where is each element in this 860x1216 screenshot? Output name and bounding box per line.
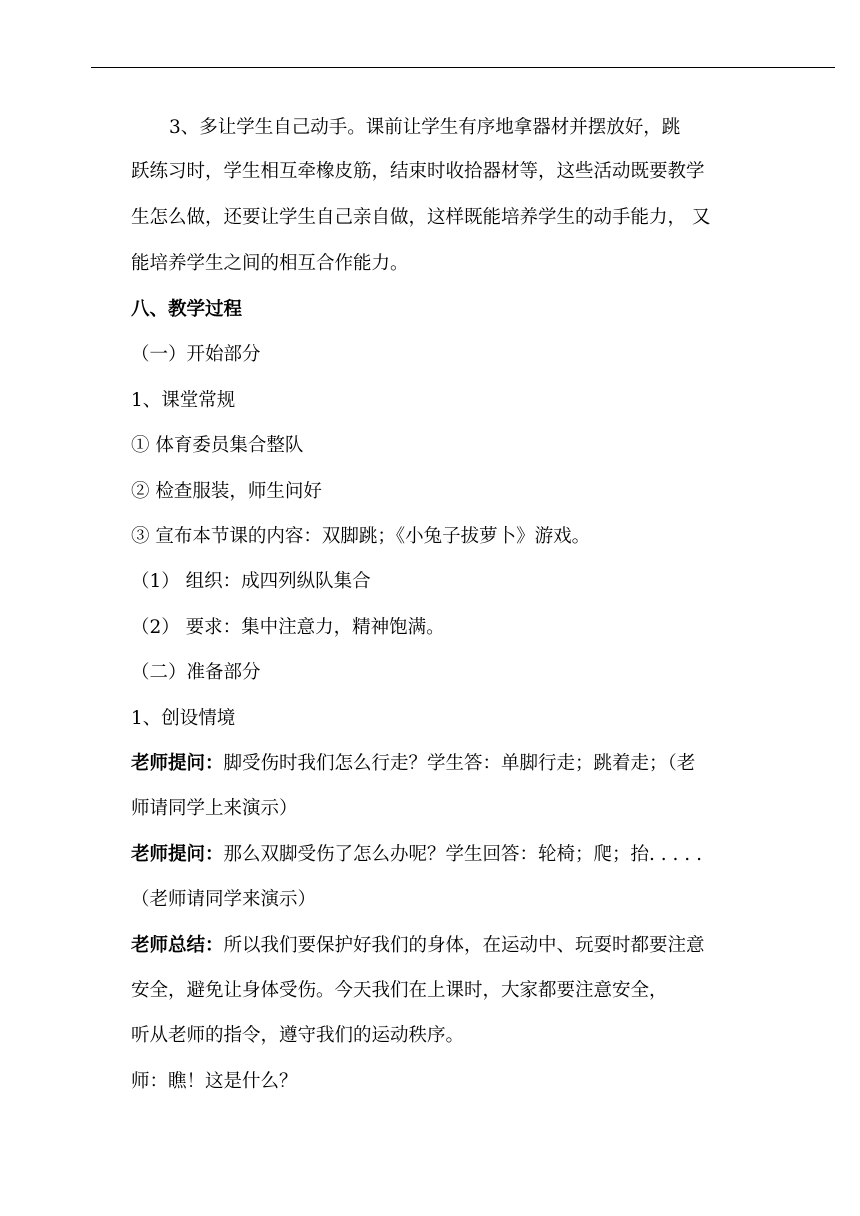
header-rule xyxy=(91,67,835,68)
paragraph-line: 跃练习时，学生相互牵橡皮筋，结束时收拾器材等，这些活动既要教学 xyxy=(131,161,705,182)
list-item: （2） 要求：集中注意力，精神饱满。 xyxy=(131,617,445,638)
paragraph-line: 师：瞧！这是什么？ xyxy=(131,1071,298,1092)
speaker-label: 老师提问： xyxy=(131,753,224,774)
dialogue-line xyxy=(131,934,705,958)
paragraph-line: 听从老师的指令，遵守我们的运动秩序。 xyxy=(131,1025,465,1046)
dialogue-line xyxy=(131,843,702,867)
paragraph-line: 生怎么做，还要让学生自己亲自做，这样既能培养学生的动手能力， 又 xyxy=(131,207,711,228)
item-heading: 1、课堂常规 xyxy=(131,390,236,411)
dialogue-line xyxy=(131,752,695,776)
subsection-heading: （一）开始部分 xyxy=(131,344,261,365)
list-item: ① 体育委员集合整队 xyxy=(131,435,304,456)
paragraph-line: （老师请同学来演示） xyxy=(131,889,317,910)
item-heading: 1、创设情境 xyxy=(131,708,236,729)
paragraph-line: 安全，避免让身体受伤。今天我们在上课时，大家都要注意安全， xyxy=(131,980,668,1001)
list-item: ③ 宣布本节课的内容：双脚跳；《小兔子拔萝卜》游戏。 xyxy=(131,526,591,547)
dialogue-text: 脚受伤时我们怎么行走？学生答：单脚行走；跳着走；（老 xyxy=(223,753,696,774)
speaker-label: 老师提问： xyxy=(131,844,224,865)
subsection-heading: （二）准备部分 xyxy=(131,662,261,683)
paragraph-line: 师请同学上来演示） xyxy=(131,798,298,819)
paragraph-line: 3、多让学生自己动手。课前让学生有序地拿器材并摆放好，跳 xyxy=(169,117,681,138)
dialogue-text: 那么双脚受伤了怎么办呢？学生回答：轮椅；爬；抬. . . . . xyxy=(223,844,702,865)
speaker-label: 老师总结： xyxy=(131,935,224,956)
dialogue-text: 所以我们要保护好我们的身体，在运动中、玩耍时都要注意 xyxy=(223,935,705,956)
list-item: ② 检查服装，师生问好 xyxy=(131,481,322,502)
paragraph-line: 能培养学生之间的相互合作能力。 xyxy=(131,253,409,274)
section-heading: 八、教学过程 xyxy=(131,299,243,320)
list-item: （1） 组织：成四列纵队集合 xyxy=(131,571,371,592)
